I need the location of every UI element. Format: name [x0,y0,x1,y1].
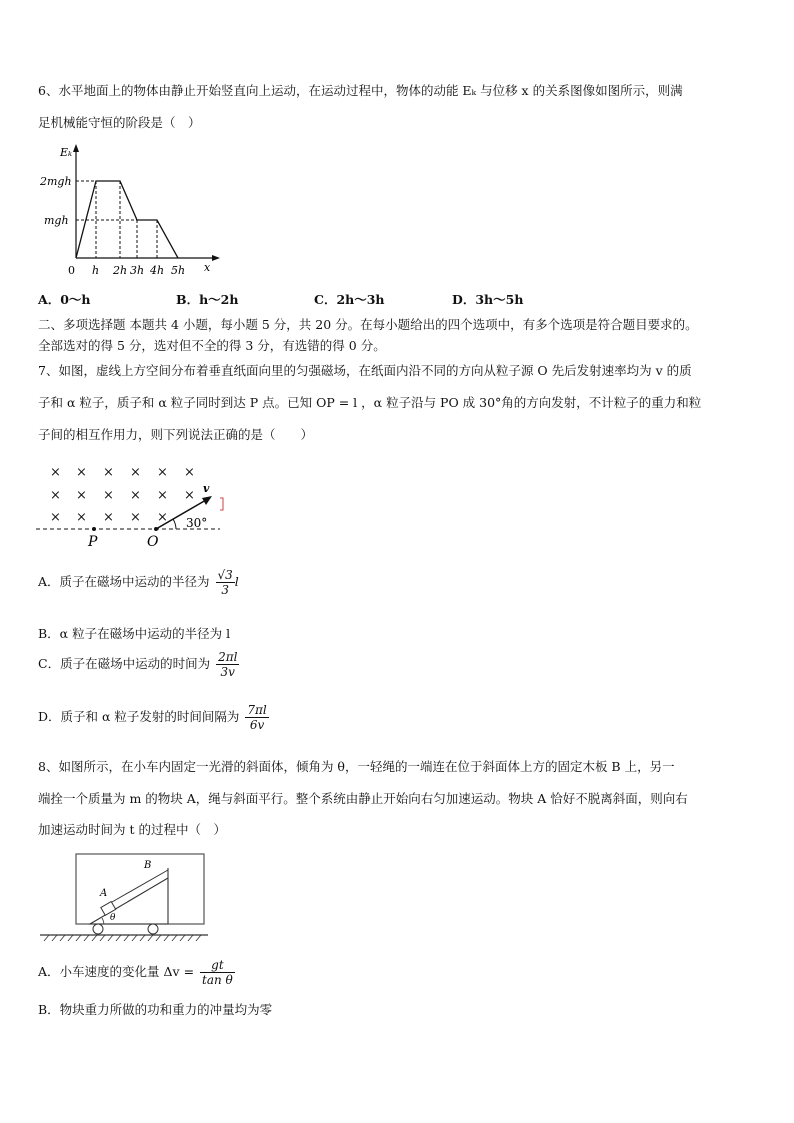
label-theta: θ [110,913,116,923]
label-o: O [147,534,159,550]
x-axis-arrow [212,255,220,261]
svg-text:×: × [157,510,168,525]
x-tick-h: h [92,264,100,277]
y-axis-arrow [73,144,79,152]
q6-stem-line1: 6、水平地面上的物体由静止开始竖直向上运动，在运动过程中，物体的动能 Eₖ 与位移 x 的关系图像如图所示，则满 [38,83,683,98]
q7-option-a[interactable]: A．质子在磁场中运动的半径为 $\frac{√3}{3}$ l [38,568,239,597]
svg-text:×: × [50,510,61,525]
q8-cart-incline-figure [40,848,210,948]
q6-ek-x-graph [38,140,228,280]
incline-wedge [90,878,168,924]
theta-arc [102,918,104,924]
svg-text:×: × [157,465,168,480]
section2-instructions-line1: 二、多项选择题 本题共 4 小题，每小题 5 分，共 20 分。在每小题给出的四个选项中，有多个选项是符合题目要求的。 [38,317,698,332]
q8-stem-line1: 8、如图所示，在小车内固定一光滑的斜面体，倾角为 θ，一轻绳的一端连在位于斜面体上方的固定木板 B 上，另一 [38,759,675,774]
q7-option-d[interactable]: D．质子和 α 粒子发射的时间间隔为 $\frac{7\pi l}{6v}$ [38,703,267,732]
svg-text:×: × [76,488,87,503]
q6-option-d[interactable]: D．3h～5h [452,292,524,307]
svg-text:×: × [103,510,114,525]
q6-option-a[interactable]: A．0～h [38,292,91,307]
angle-arc [173,519,176,529]
y-tick-mgh: mgh [44,214,69,227]
q7-option-c-fraction: $\frac{2\pi l}{3v}$ [218,650,238,679]
q8-option-a-fraction: $\frac{gt}{\text{tan θ}}$ [202,958,233,987]
wheel-right [148,924,158,934]
x-tick-4h: 4h [150,264,165,277]
svg-text:×: × [103,465,114,480]
section2-instructions-line2: 全部选对的得 5 分，选对但不全的得 3 分，有选错的得 0 分。 [38,338,386,353]
velocity-arrowhead [202,496,212,505]
rope [112,870,168,902]
label-b: B [144,860,152,871]
q8-stem-line3: 加速运动时间为 t 的过程中（ ） [38,822,226,837]
svg-text:×: × [157,488,168,503]
svg-text:×: × [50,488,61,503]
svg-text:×: × [50,465,61,480]
cart-body [76,854,204,924]
y-tick-2mgh: 2mgh [40,175,72,188]
point-p [92,527,96,531]
svg-text:×: × [130,510,141,525]
svg-text:×: × [184,488,195,503]
label-p: P [88,534,98,550]
wheel-left [93,924,103,934]
q6-option-b[interactable]: B．h～2h [176,292,239,307]
field-cross-marks [50,465,195,525]
y-axis-label: Eₖ [60,146,73,159]
label-v: v [203,482,210,495]
svg-text:×: × [76,465,87,480]
x-tick-0: 0 [68,264,75,277]
q6-stem-line2: 足机械能守恒的阶段是（ ） [38,115,201,130]
q8-stem-line2: 端拴一个质量为 m 的物块 A，绳与斜面平行。整个系统由静止开始向右匀加速运动。物块 A 恰好不脱离斜面，则向右 [38,791,688,806]
x-tick-5h: 5h [171,264,186,277]
svg-text:×: × [130,488,141,503]
svg-text:×: × [103,488,114,503]
q8-option-a[interactable]: A．小车速度的变化量 Δv = $\frac{gt}{\text{tan θ}}$ [38,958,233,987]
x-axis-label: x [204,261,211,274]
x-tick-2h: 2h [113,264,128,277]
q7-option-c[interactable]: C．质子在磁场中运动的时间为 $\frac{2\pi l}{3v}$ [38,650,238,679]
q7-option-a-fraction: $\frac{√3}{3}$ [217,568,233,597]
q7-magnetic-field-figure [36,458,236,550]
x-tick-3h: 3h [130,264,145,277]
q8-option-b[interactable]: B．物块重力所做的功和重力的冲量均为零 [38,1002,273,1017]
ground-hatch [44,935,201,941]
svg-text:×: × [76,510,87,525]
label-a: A [100,888,108,899]
q6-option-c[interactable]: C．2h～3h [314,292,385,307]
edge-bracket-mark [220,498,223,510]
q7-stem-line2: 子和 α 粒子，质子和 α 粒子同时到达 P 点。已知 OP = l ，α 粒子沿与 PO 成 30°角的方向发射，不计粒子的重力和粒 [38,395,702,410]
q7-option-b[interactable]: B．α 粒子在磁场中运动的半径为 l [38,626,231,641]
q7-stem-line1: 7、如图，虚线上方空间分布着垂直纸面向里的匀强磁场，在纸面内沿不同的方向从粒子源 O 先后发射速率均为 v 的质 [38,363,692,378]
label-angle: 30° [186,516,208,530]
q7-stem-line3: 子间的相互作用力，则下列说法正确的是（ ） [38,427,314,442]
svg-text:×: × [184,465,195,480]
svg-text:×: × [130,465,141,480]
q7-option-d-fraction: $\frac{7\pi l}{6v}$ [247,703,267,732]
